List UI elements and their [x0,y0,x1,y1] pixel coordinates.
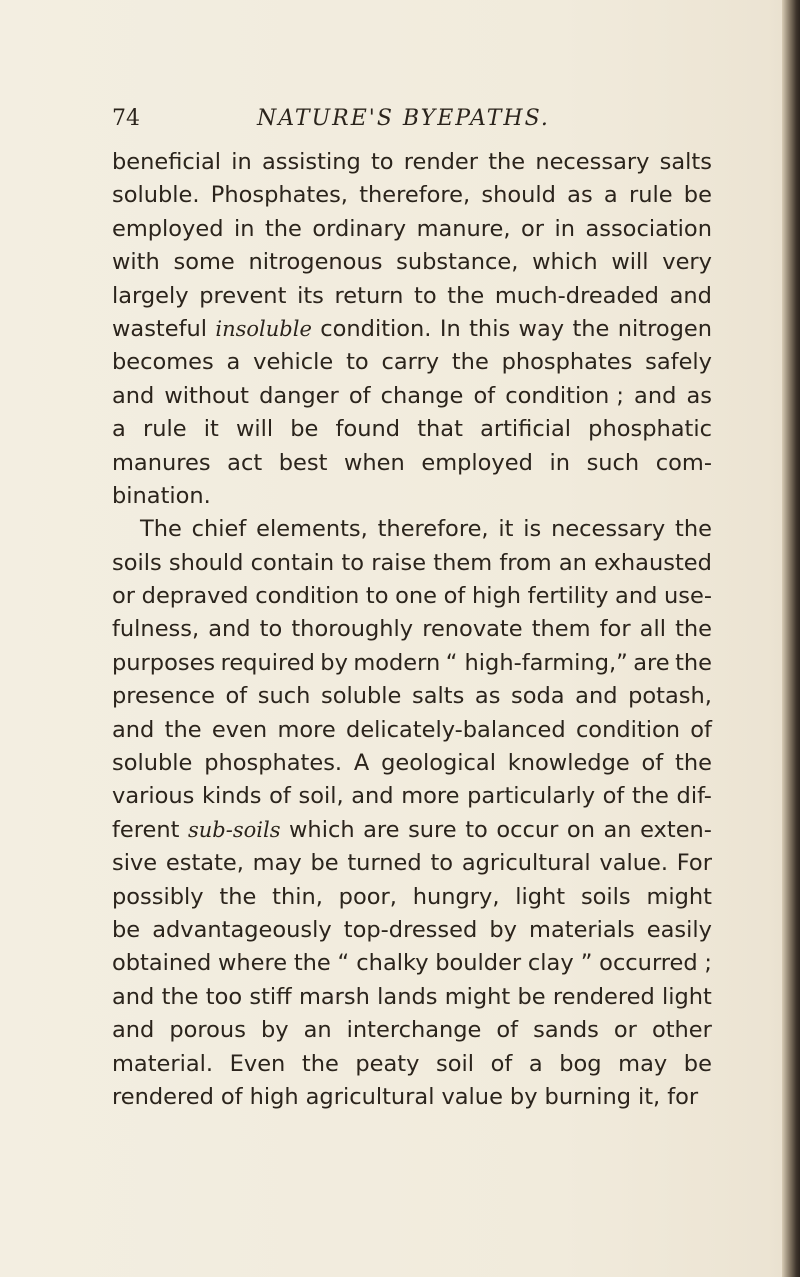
word: be [517,983,546,1010]
word: therefore, [377,516,489,543]
word: will [235,416,274,443]
word: marsh [298,983,370,1010]
text-line [112,179,712,212]
word: a [226,349,241,376]
word: should [168,549,244,576]
text-line [112,613,712,646]
word: turned [347,850,422,877]
word: of [690,716,712,743]
word: on [566,816,595,843]
word: manure, [416,215,511,242]
word: soil, [298,783,344,810]
word: to [414,282,437,309]
word: rule [142,416,187,443]
text-line [112,447,712,480]
word: with [112,249,160,276]
word: largely [112,282,189,309]
text-line [112,213,712,246]
text-line [112,1048,712,1081]
text-line [112,847,712,880]
word: chief [191,516,247,543]
word: condition [255,583,360,610]
word: the [264,215,302,242]
word: necessary [535,149,650,175]
word: fertility [527,583,609,610]
word: is [523,516,542,543]
running-title: NATURE'S BYEPATHS. [257,106,550,131]
word: very [662,249,712,276]
word: interchange [346,1017,482,1044]
word: are [363,816,400,843]
word: which [532,249,598,276]
body-text [112,146,712,1114]
word: may [252,850,302,877]
word: it [498,516,514,543]
word: soils [580,883,631,910]
word: “ high-farming,” [445,649,628,676]
word: the [219,883,257,910]
text-line [112,547,712,580]
word: to [346,349,369,376]
word: soils [112,549,162,576]
word: an [303,1017,332,1044]
text-line [112,413,712,446]
text-line [112,914,712,947]
word: act [227,449,263,476]
word: rendered [112,1083,214,1110]
word: elements, [256,516,368,543]
word: vehicle [253,349,334,376]
word: value. [599,850,669,877]
word: more [277,716,336,743]
word: from [499,549,552,576]
word: exten- [640,816,712,843]
word: insoluble [215,316,312,341]
word: might [444,983,511,1010]
word: a [528,1050,543,1077]
word: ferent [112,816,180,843]
word: Phosphates, [210,182,348,209]
word: employed [112,215,224,242]
word: hungry, [412,883,500,910]
word: by [260,1017,289,1044]
word: condition. [320,315,432,342]
word: of [220,1083,243,1110]
text-line [112,380,712,413]
word: particularly [467,783,596,810]
text-line [112,513,712,546]
word: peaty [355,1050,420,1077]
word: much-dreaded [494,282,659,309]
word: such [586,449,640,476]
word: or [521,215,545,242]
word: of [473,382,496,409]
word: danger [259,382,339,409]
page-header [112,104,712,140]
word: light [515,883,566,910]
word: to [365,583,389,610]
word: by [509,1083,538,1110]
word: and [351,783,394,810]
word: best [278,449,328,476]
text-line [112,647,712,680]
word: of [269,783,291,810]
word: the [293,950,331,977]
word: necessary [551,516,666,543]
word: delicately-balanced [346,716,566,743]
word: assisting [261,149,361,175]
word: manures [112,449,211,476]
word: and [208,616,251,643]
page-edge-shadow [782,0,800,1277]
word: knowledge [507,750,630,777]
word: the [488,149,526,175]
word: the [161,983,199,1010]
word: by [489,916,517,943]
page-number: 74 [112,106,140,131]
word: depraved [141,583,249,610]
text-line [112,747,712,780]
word: the [675,616,712,643]
word: presence [112,683,215,710]
word: ordinary [312,215,407,242]
word: therefore, [359,182,471,209]
word: sub-soils [188,817,281,842]
word: without [164,382,249,409]
word: stiff [249,983,292,1010]
word: its [297,282,324,309]
word: be [112,916,141,943]
word: and [634,382,677,409]
word: occurred [599,950,698,977]
word: burning [544,1083,631,1110]
word: rule [628,182,673,209]
word: this [469,315,511,342]
word: a [112,416,126,443]
word: are [633,649,670,676]
word: more [401,783,460,810]
word: such [257,683,311,710]
word: to [465,816,488,843]
word: of [348,382,371,409]
word: as [474,683,501,710]
word: them [531,616,591,643]
word: and [669,282,712,309]
word: renovate [422,616,523,643]
text-line [112,881,712,914]
word: possibly [112,883,204,910]
word: safely [645,349,712,376]
word: may [618,1050,668,1077]
word: the [675,750,712,777]
text-line [112,480,712,513]
word: carry [381,349,440,376]
word: bination. [112,482,211,509]
word: potash, [628,683,712,710]
word: to [430,850,454,877]
word: the [631,783,669,810]
word: sands [533,1017,599,1044]
word: and [112,716,155,743]
word: for [667,1083,699,1110]
word: be [310,850,339,877]
word: kinds [201,783,262,810]
word: the [675,649,712,676]
word: raise [371,549,427,576]
word: the [164,716,202,743]
word: various [112,783,195,810]
word: should [481,182,556,209]
word: becomes [112,349,214,376]
word: or [613,1017,637,1044]
word: and [112,1017,155,1044]
word: too [205,983,243,1010]
word: phosphatic [588,416,712,443]
word: them [433,549,493,576]
word: use- [664,583,712,610]
word: material. [112,1050,214,1077]
word: it, [637,1083,661,1110]
word: poor, [338,883,397,910]
word: employed [421,449,533,476]
word: the [451,349,489,376]
word: beneficial [112,149,222,175]
word: which [289,816,355,843]
word: nitrogenous [248,249,383,276]
word: materials [529,916,635,943]
word: or [112,583,136,610]
word: other [651,1017,712,1044]
word: to [259,616,283,643]
word: A [353,750,370,777]
word: substance, [396,249,519,276]
word: be [683,1050,712,1077]
word: sure [408,816,457,843]
word: be [683,182,712,209]
text-line [112,1014,712,1047]
word: agricultural [461,850,591,877]
word: The [140,516,182,543]
word: where [218,950,288,977]
word: when [344,449,405,476]
word: light [662,983,712,1010]
word: salts [659,149,712,175]
word: some [173,249,235,276]
word: com- [655,449,712,476]
word: For [676,850,712,877]
word: prevent [199,282,287,309]
word: Even [229,1050,286,1077]
text-line [112,981,712,1014]
word: modern [353,649,441,676]
word: “ chalky [337,950,429,977]
word: sive [112,850,158,877]
word: estate, [165,850,244,877]
word: boulder [435,950,522,977]
word: soluble [112,750,193,777]
word: dif- [676,783,712,810]
word: as [567,182,593,209]
word: In [439,315,461,342]
text-line [112,1081,712,1114]
word: salts [412,683,465,710]
word: of [225,683,248,710]
word: the [447,282,485,309]
word: the [572,315,610,342]
word: to [370,149,394,175]
word: occur [496,816,559,843]
word: the [675,516,712,543]
word: the [301,1050,339,1077]
word: of [443,583,466,610]
word: thin, [272,883,323,910]
word: phosphates [501,349,633,376]
word: rendered [552,983,655,1010]
word: in [231,149,252,175]
word: a [603,182,618,209]
word: for [599,616,631,643]
word: association [585,215,712,242]
word: all [639,616,666,643]
word: of [641,750,664,777]
word: contain [250,549,335,576]
text-line [112,346,712,379]
word: by [320,649,348,676]
word: condition [575,716,680,743]
word: required [220,649,315,676]
word: be [290,416,319,443]
word: easily [646,916,712,943]
text-line [112,947,712,980]
word: bog [559,1050,602,1077]
word: and [615,583,658,610]
word: and [112,983,155,1010]
text-line [112,246,712,279]
text-line [112,280,712,313]
word: soda [511,683,565,710]
word: change [380,382,464,409]
word: wasteful [112,315,208,342]
word: one [395,583,437,610]
word: render [403,149,478,175]
word: way [518,315,565,342]
word: in [549,449,570,476]
word: purposes [112,649,216,676]
word: exhausted [594,549,712,576]
text-line [112,814,712,847]
word: an [603,816,632,843]
word: might [646,883,712,910]
word: and [575,683,618,710]
word: it [203,416,219,443]
word: thoroughly [291,616,414,643]
word: to [341,549,364,576]
word: obtained [112,950,212,977]
word: soluble [321,683,402,710]
word: of [602,783,625,810]
word: soluble. [112,182,200,209]
word: of [490,1050,513,1077]
word: artificial [480,416,572,443]
word: return [334,282,404,309]
word: and [112,382,155,409]
word: as [686,382,712,409]
word: advantageously [152,916,332,943]
word: top-dressed [343,916,478,943]
word: value [441,1083,503,1110]
word: even [211,716,268,743]
word: that [417,416,463,443]
word: will [611,249,649,276]
word: ; [704,950,712,977]
word: high [471,583,522,610]
word: nitrogen [617,315,712,342]
word: porous [169,1017,246,1044]
word: fulness, [112,616,200,643]
word: of [496,1017,519,1044]
word: in [233,215,255,242]
text-line [112,680,712,713]
word: lands [377,983,438,1010]
word: an [558,549,587,576]
text-line [112,313,712,346]
text-line [112,146,712,179]
word: condition ; [505,382,624,409]
text-line [112,780,712,813]
word: found [335,416,401,443]
word: in [554,215,575,242]
word: phosphates. [204,750,343,777]
word: soil [436,1050,475,1077]
text-line [112,714,712,747]
word: high [249,1083,299,1110]
word: clay ” [527,950,593,977]
text-line [112,580,712,613]
word: geological [381,750,496,777]
word: agricultural [305,1083,435,1110]
